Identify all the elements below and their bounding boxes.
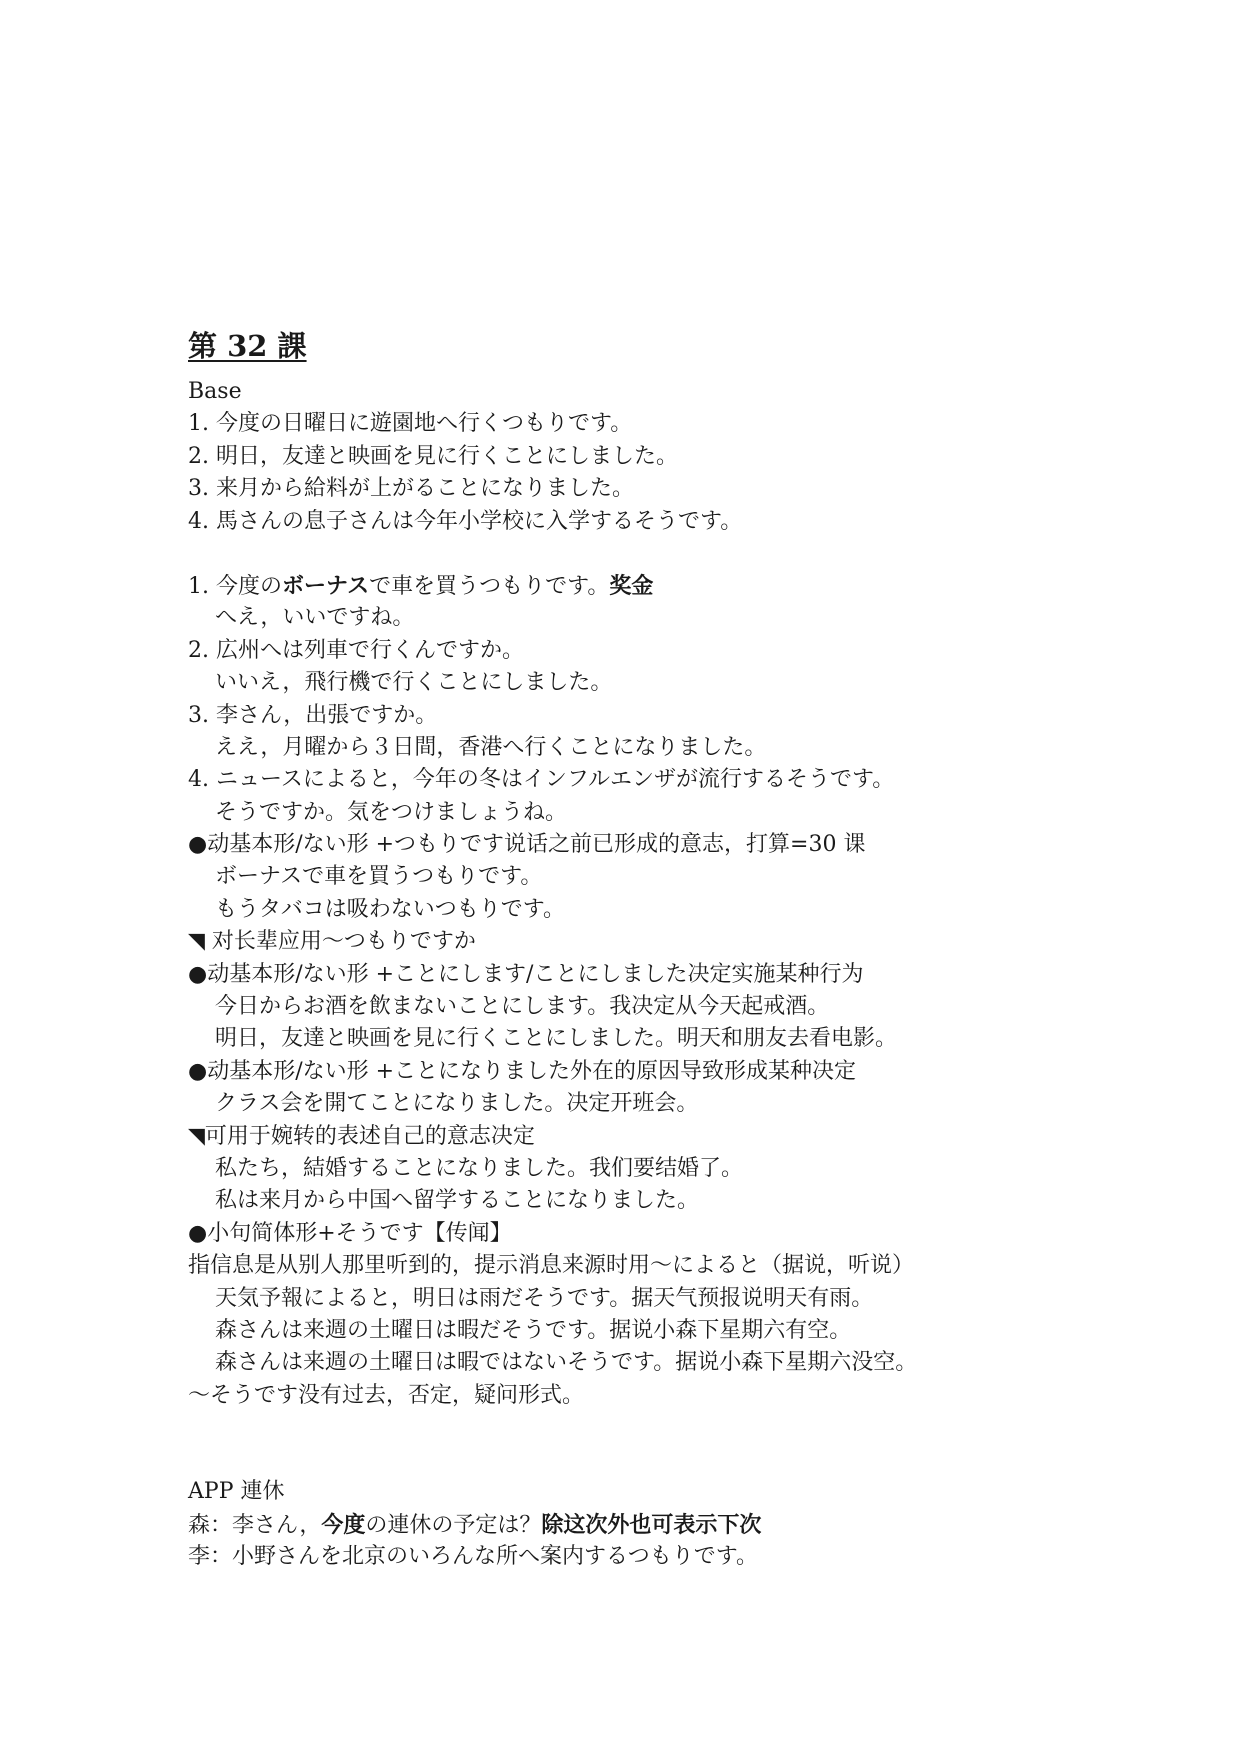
dialog-1-note: 奖金	[609, 572, 654, 599]
grammar-3-example-1: クラス会を開てことになりました。决定开班会。	[215, 1091, 699, 1117]
dialog-3-question: 3. 李さん，出張ですか。	[188, 702, 438, 728]
grammar-4-description: 指信息是从别人那里听到的，提示消息来源时用～によると（据说，听说）	[188, 1253, 915, 1279]
grammar-4-note: ～そうです没有过去，否定，疑问形式。	[188, 1382, 585, 1408]
grammar-4-example-3: 森さんは来週の土曜日は暇ではないそうです。据说小森下星期六没空。	[215, 1350, 918, 1376]
lesson-title: 第 32 課	[188, 329, 307, 363]
dialog-1-answer: へえ，いいですね。	[215, 605, 415, 631]
dialog-1-question	[188, 570, 1188, 602]
app-line-1-text-b: の連休の予定は？	[365, 1512, 542, 1538]
grammar-3-heading: ●动基本形/ない形 +ことになりました外在的原因导致形成某种决定	[188, 1058, 857, 1084]
app-line-1	[188, 1509, 1188, 1541]
dialog-4-answer: そうですか。気をつけましょうね。	[215, 799, 568, 825]
dialog-1-text-b: で車を買うつもりです。	[369, 573, 610, 599]
dialog-3-answer: ええ，月曜から３日間，香港へ行くことになりました。	[215, 734, 767, 760]
app-heading: APP 連休	[188, 1479, 285, 1505]
base-item-3: 3. 来月から給料が上がることになりました。	[188, 476, 634, 502]
app-line-1-text-a: 森：李さん，	[188, 1512, 322, 1538]
grammar-2-example-2: 明日，友達と映画を見に行くことにしました。明天和朋友去看电影。	[215, 1026, 898, 1052]
grammar-1-note: ◥ 对长辈应用～つもりですか	[188, 929, 476, 955]
dialog-1-bold-word: ボーナス	[281, 572, 370, 599]
grammar-4-example-1: 天気予報によると，明日は雨だそうです。据天气预报说明天有雨。	[215, 1285, 874, 1311]
dialog-2-answer: いいえ，飛行機で行くことにしました。	[215, 670, 613, 696]
grammar-4-heading: ●小句简体形+そうです【传闻】	[188, 1220, 512, 1246]
grammar-3-example-3: 私は来月から中国へ留学することになりました。	[215, 1188, 700, 1214]
app-line-1-note: 除这次外也可表示下次	[541, 1511, 762, 1538]
grammar-2-example-1: 今日からお酒を飲まないことにします。我决定从今天起戒酒。	[215, 994, 830, 1020]
grammar-1-example-2: もうタバコは吸わないつもりです。	[215, 896, 566, 922]
dialog-4-question: 4. ニュースによると，今年の冬はインフルエンザが流行するそうです。	[188, 767, 895, 793]
dialog-1-text-a: 1. 今度の	[188, 573, 282, 599]
grammar-3-note: ◥可用于婉转的表述自己的意志决定	[188, 1123, 535, 1149]
grammar-2-heading: ●动基本形/ない形 +ことにします/ことにしました决定实施某种行为	[188, 961, 864, 987]
base-item-2: 2. 明日，友達と映画を見に行くことにしました。	[188, 443, 678, 469]
document-page	[188, 326, 1188, 1573]
base-heading: Base	[188, 379, 242, 404]
grammar-1-example-1: ボーナスで車を買うつもりです。	[215, 864, 543, 890]
app-line-1-bold-word: 今度	[321, 1511, 366, 1538]
grammar-4-example-2: 森さんは来週の土曜日は暇だそうです。据说小森下星期六有空。	[215, 1317, 852, 1343]
base-item-4: 4. 馬さんの息子さんは今年小学校に入学するそうです。	[188, 508, 743, 534]
grammar-1-heading: ●动基本形/ない形 +つもりです说话之前已形成的意志，打算=30 课	[188, 832, 866, 858]
grammar-3-example-2: 私たち，結婚することになりました。我们要结婚了。	[215, 1155, 744, 1181]
base-item-1: 1. 今度の日曜日に遊園地へ行くつもりです。	[188, 411, 633, 437]
app-line-2: 李：小野さんを北京のいろんな所へ案内するつもりです。	[188, 1543, 759, 1569]
dialog-2-question: 2. 広州へは列車で行くんですか。	[188, 637, 524, 663]
